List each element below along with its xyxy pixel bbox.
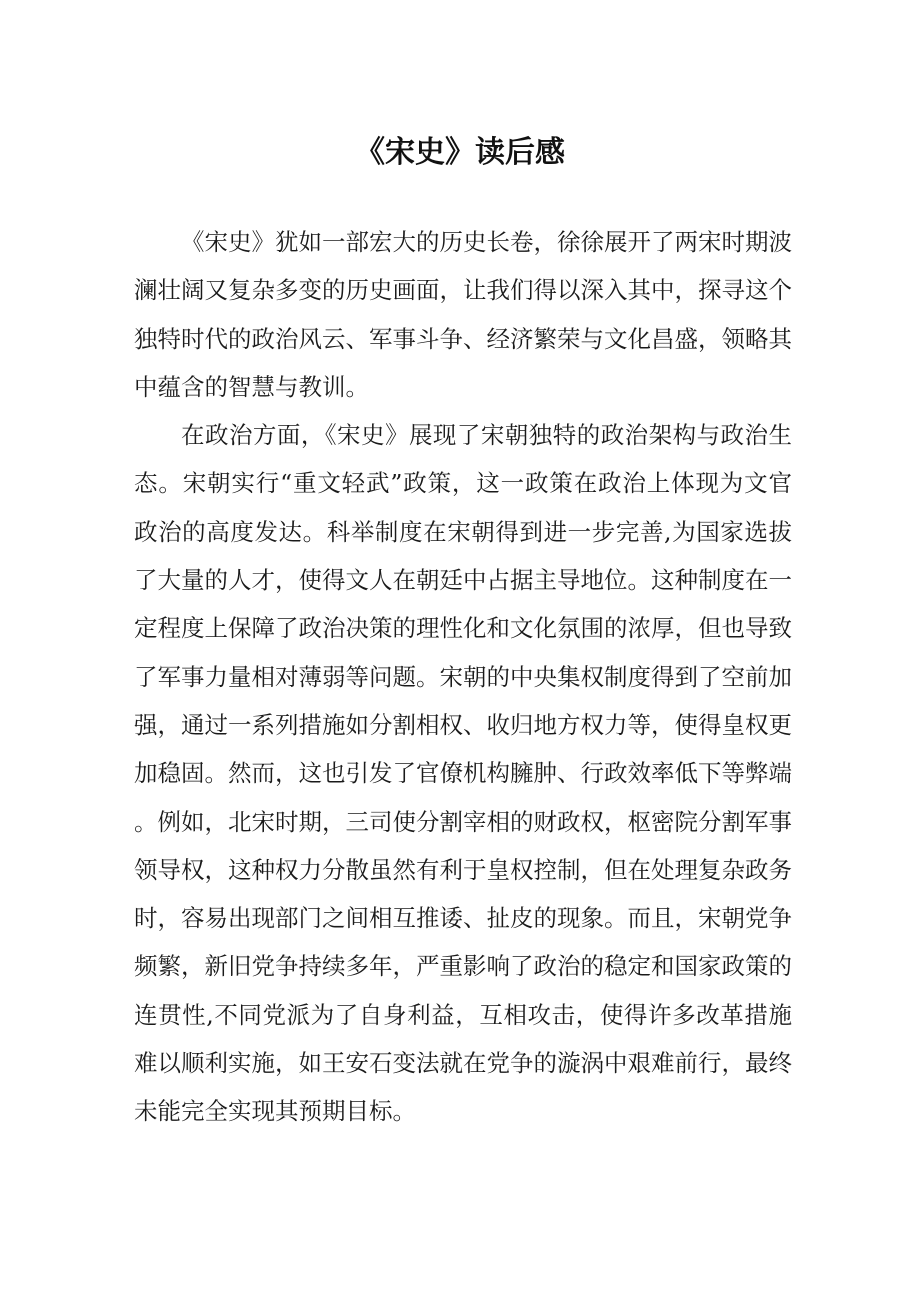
paragraph-politics: 在政治方面，《宋史》展现了宋朝独特的政治架构与政治生态。宋朝实行“重文轻武”政策，这一政策在政治上体现为文官政治的高度发达。科举制度在宋朝得到进一步完善,为国家选拔了大量的人才，使得文人在朝廷中占据主导地位。这种制度在一定程度上保障了政治决策的理性化和文化氛围的浓厚，但也导致了军事力量相对薄弱等问题。宋朝的中央集权制度得到了空前加强，通过一系列措施如分割相权、收归地方权力等，使得皇权更加稳固。然而，这也引发了官僚机构臃肿、行政效率低下等弊端。例如，北宋时期，三司使分割宰相的财政权，枢密院分割军事领导权，这种权力分散虽然有利于皇权控制，但在处理复杂政务时，容易出现部门之间相互推诿、扯皮的现象。而且，宋朝党争频繁，新旧党争持续多年，严重影响了政治的稳定和国家政策的连贯性,不同党派为了自身利益，互相攻击，使得许多改革措施难以顺利实施，如王安石变法就在党争的漩涡中艰难前行，最终未能完全实现其预期目标。: [134, 421, 792, 1126]
document-title: 《宋史》读后感: [355, 135, 565, 170]
document-body: [134, 218, 792, 1136]
paragraph-intro: 《宋史》犹如一部宏大的历史长卷，徐徐展开了两宋时期波澜壮阔又复杂多变的历史画面，让我们得以深入其中，探寻这个独特时代的政治风云、军事斗争、经济繁荣与文化昌盛，领略其中蕴含的智慧与教训。: [134, 228, 792, 401]
